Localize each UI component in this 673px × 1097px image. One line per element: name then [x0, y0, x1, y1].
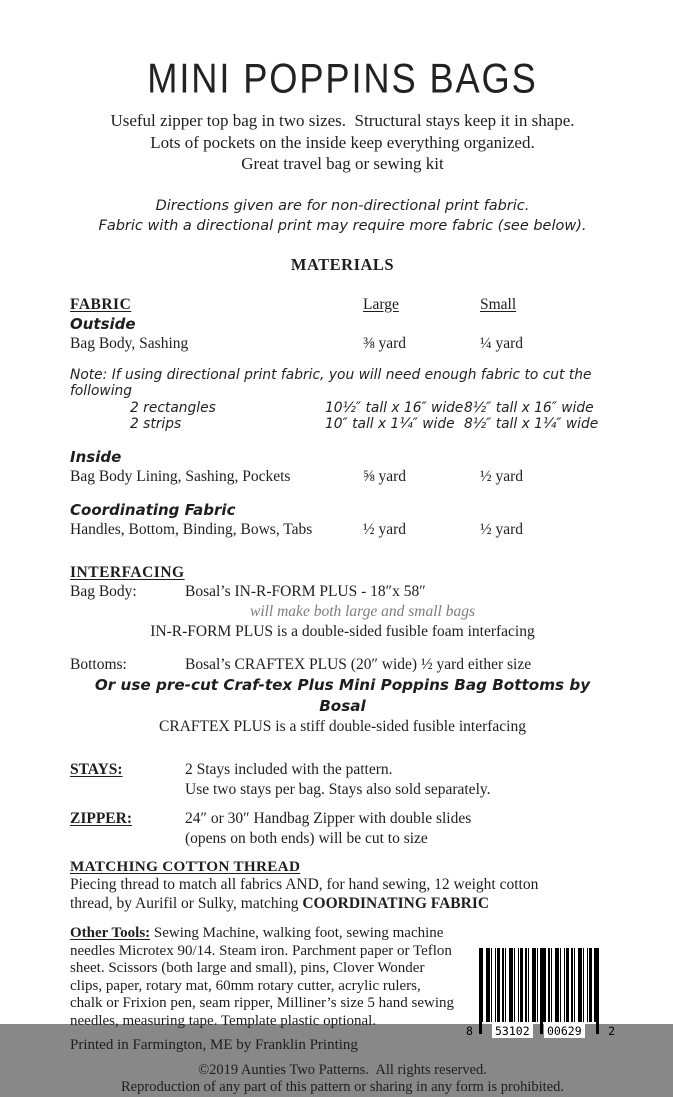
barcode-left-digit: 8: [466, 1024, 473, 1038]
column-header-small: Small: [480, 295, 517, 313]
note-item: 2 rectangles: [130, 399, 216, 416]
thread-section: [70, 858, 615, 914]
thread-line-2: [70, 895, 615, 914]
note-row-rectangles: [70, 400, 615, 417]
stays-section: [70, 760, 615, 800]
fabric-large-value: ½ yard: [363, 520, 407, 538]
note-item: 2 strips: [130, 416, 182, 432]
barcode-bars: [479, 948, 599, 1022]
zipper-section: [70, 809, 615, 849]
fabric-section-label-coordinating: Coordinating Fabric: [70, 500, 236, 519]
intro-line-2: Lots of pockets on the inside keep everything organized.: [150, 132, 535, 152]
intro-paragraph: [70, 110, 615, 175]
interfacing-bagbody-row: [70, 582, 615, 602]
note-intro: Note: If using directional print fabric, you will need enough fabric to cut the following: [70, 366, 592, 399]
fabric-item: Bag Body, Sashing: [70, 334, 189, 352]
fabric-large-value: ⅜ yard: [363, 334, 407, 352]
fabric-small-value: ½ yard: [480, 520, 524, 538]
note-row-strips: [70, 416, 615, 433]
stays-line-2: Use two stays per bag. Stays also sold separately.: [185, 780, 491, 798]
copyright-line-2: Reproduction of any part of this pattern or sharing in any form is prohibited.: [121, 1079, 564, 1096]
directional-fabric-note: [70, 367, 615, 433]
materials-heading: MATERIALS: [290, 254, 395, 274]
interfacing-bottoms-label: Bottoms:: [70, 655, 127, 673]
fabric-row-coordinating: [70, 520, 615, 539]
other-tools-text: Sewing Machine, walking foot, sewing machine needles Microtex 90/14. Steam iron. Parchment paper or Teflon sheet. Scissors (both large and small), pins, Clover Wonder clips, paper, rotary mat, 60mm rotary cutter, acrylic rulers, chalk or Frixion pen, seam ripper, Milliner’s size 5 hand sewing needles, measuring tape. Template plastic optional.: [70, 925, 458, 1029]
note-small-value: 8½″ tall x 1¼″ wide: [464, 416, 599, 432]
interfacing-bagbody-note-italic: will make both large and small bags: [249, 602, 476, 620]
thread-line-1: Piecing thread to match all fabrics AND, for hand sewing, 12 weight cotton: [70, 876, 539, 893]
fabric-large-value: ⅝ yard: [363, 467, 407, 485]
fabric-section-label-inside: Inside: [70, 447, 122, 466]
stays-row: [70, 760, 615, 780]
interfacing-bagbody-value: Bosal’s IN-R-FORM PLUS - 18″x 58″: [185, 582, 426, 600]
stays-line-1: 2 Stays included with the pattern.: [185, 760, 393, 778]
barcode-group-2: 00629: [544, 1024, 585, 1038]
thread-heading: MATCHING COTTON THREAD: [70, 857, 301, 875]
barcode-guard-left: [479, 948, 482, 1034]
fabric-section-label-outside: Outside: [70, 314, 136, 333]
interfacing-bottoms-value: Bosal’s CRAFTEX PLUS (20″ wide) ½ yard either size: [185, 655, 532, 673]
copyright-line-1: ©2019 Aunties Two Patterns. All rights reserved.: [198, 1061, 487, 1078]
directions-line-2: Fabric with a directional print may require more fabric (see below).: [98, 217, 587, 234]
fabric-item: Handles, Bottom, Binding, Bows, Tabs: [70, 520, 313, 538]
interfacing-bottoms-note-comic: Or use pre-cut Craf-tex Plus Mini Poppins Bag Bottoms by Bosal: [94, 675, 591, 715]
fabric-item: Bag Body Lining, Sashing, Pockets: [70, 467, 291, 485]
note-large-value: 10½″ tall x 16″ wide: [325, 399, 464, 416]
printed-line: Printed in Farmington, ME by Franklin Printing: [70, 1036, 358, 1053]
fabric-small-value: ½ yard: [480, 467, 524, 485]
other-tools-label: Other Tools:: [70, 925, 151, 941]
zipper-row: [70, 809, 615, 829]
fabric-header-row: [70, 295, 615, 314]
intro-line-3: Great travel bag or sewing kit: [241, 154, 444, 173]
thread-line-2-text: thread, by Aurifil or Sulky, matching: [70, 894, 303, 912]
fabric-row-inside: [70, 467, 615, 486]
directions-note: [70, 196, 615, 236]
copyright-footer: [70, 1062, 615, 1097]
note-small-value: 8½″ tall x 16″ wide: [464, 399, 594, 416]
upc-barcode: [465, 946, 615, 1042]
directions-line-1: Directions given are for non-directional print fabric.: [155, 197, 530, 214]
barcode-digits: [465, 1024, 615, 1038]
intro-line-1: Useful zipper top bag in two sizes. Structural stays keep it in shape.: [110, 111, 575, 130]
zipper-label: ZIPPER:: [70, 809, 132, 827]
barcode-group-1: 53102: [492, 1024, 533, 1038]
column-header-large: Large: [363, 295, 399, 313]
barcode-right-digit: 2: [608, 1024, 615, 1038]
fabric-row-outside: [70, 334, 615, 353]
barcode-guard-middle: [540, 948, 543, 1034]
fabric-heading: FABRIC: [70, 295, 132, 313]
stays-label: STAYS:: [70, 760, 123, 778]
page-title: MINI POPPINS BAGS: [147, 56, 538, 103]
note-large-value: 10″ tall x 1¼″ wide: [325, 416, 455, 432]
thread-line-2-bold: COORDINATING FABRIC: [302, 894, 490, 912]
interfacing-bottoms-row: [70, 655, 615, 675]
barcode-guard-right: [596, 948, 599, 1034]
interfacing-bagbody-note: IN-R-FORM PLUS is a double-sided fusible foam interfacing: [150, 622, 535, 640]
interfacing-bottoms-note: CRAFTEX PLUS is a stiff double-sided fusible interfacing: [159, 717, 526, 735]
other-tools-section: [70, 925, 615, 1038]
interfacing-heading: INTERFACING: [70, 563, 185, 581]
zipper-line-1: 24″ or 30″ Handbag Zipper with double slides: [185, 809, 472, 827]
interfacing-bagbody-label: Bag Body:: [70, 582, 137, 600]
fabric-small-value: ¼ yard: [480, 334, 524, 352]
zipper-line-2: (opens on both ends) will be cut to size: [185, 829, 428, 847]
